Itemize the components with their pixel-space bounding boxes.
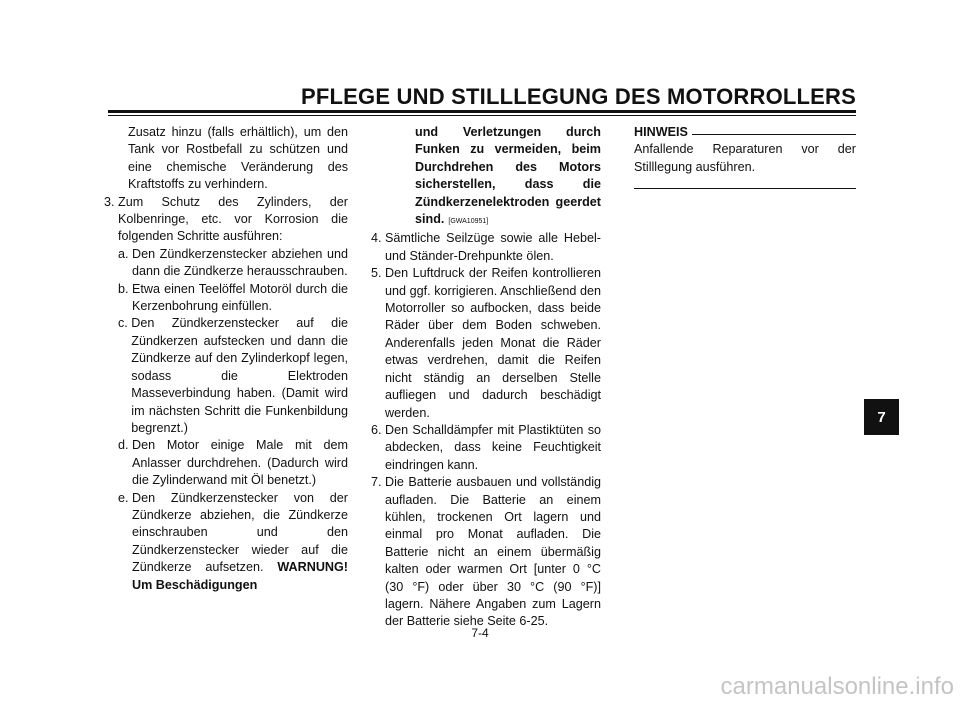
substep-letter: e. bbox=[118, 490, 133, 505]
substep-text: Den Zündkerzenstecker abziehen und dann die Zündkerze herausschrauben. bbox=[132, 246, 348, 279]
note-rule bbox=[692, 134, 856, 135]
warning-code: [GWA10951] bbox=[448, 218, 489, 226]
warning-text: und Verletzungen durch Funken zu vermeiden, beim Durchdrehen des Motors sicherstellen, dass die Zündkerzenelektroden geerdet sind. bbox=[415, 125, 601, 227]
page-number: 7-4 bbox=[471, 626, 489, 640]
header-rule bbox=[108, 110, 856, 113]
column-right bbox=[634, 124, 856, 189]
step-text: Zum Schutz des Zylinders, der Kolbenringe, etc. vor Korrosion die folgenden Schritte ausführen: bbox=[118, 194, 348, 244]
substep-e bbox=[118, 490, 348, 594]
page-title: PFLEGE UND STILLLEGUNG DES MOTORROLLERS bbox=[301, 84, 856, 109]
step-number: 7. bbox=[371, 475, 386, 490]
substep-b bbox=[118, 281, 348, 316]
chapter-tab: 7 bbox=[864, 399, 899, 435]
step-number: 4. bbox=[371, 231, 386, 246]
substep-c bbox=[118, 315, 348, 437]
column-left bbox=[104, 124, 348, 594]
step-3 bbox=[104, 194, 348, 246]
substep-text: Etwa einen Teelöffel Motoröl durch die Kerzenbohrung einfüllen. bbox=[132, 281, 348, 314]
step-number: 6. bbox=[371, 422, 386, 437]
substep-a bbox=[118, 246, 348, 281]
step-number: 5. bbox=[371, 266, 386, 281]
substeps bbox=[104, 246, 348, 594]
note-header bbox=[634, 124, 856, 141]
substep-e-text: Den Zündkerzenstecker von der Zündkerze abziehen, die Zündkerze einschrauben und den Zündkerzenstecker wieder auf die Zündkerze aufsetzen. bbox=[132, 490, 348, 575]
note-end-rule bbox=[634, 188, 856, 189]
step-4 bbox=[371, 230, 601, 265]
substep-letter: d. bbox=[118, 438, 133, 453]
column-middle bbox=[371, 124, 601, 631]
header-rule-thin bbox=[108, 115, 856, 116]
substep-text: Den Zündkerzenstecker auf die Zündkerzen aufstecken und dann die Zündkerze auf den Zylinderkopf legen, sodass die Elektroden Masseverbindung haben. (Damit wird im nächsten Schritt die Funkenbildung begrenzt.) bbox=[131, 316, 348, 435]
step-7 bbox=[371, 474, 601, 631]
step-6 bbox=[371, 422, 601, 474]
note-text: Anfallende Reparaturen vor der Stilllegung ausführen. bbox=[634, 142, 856, 174]
warning-continued bbox=[371, 124, 601, 230]
substep-letter: c. bbox=[118, 316, 132, 331]
warning-start: WARNUNG! Um Beschädigungen bbox=[132, 560, 348, 592]
substep-letter: a. bbox=[118, 246, 133, 261]
step-text: Den Luftdruck der Reifen kontrollieren und ggf. korrigieren. Anschließend den Motorroller so aufbocken, dass beide Räder über dem Boden schweben. Anderenfalls jeden Monat die Räder etwas verdrehen, damit die Reifen nicht ständig an derselben Stelle aufliegen und dadurch beschädigt werden. bbox=[385, 266, 601, 420]
step-5 bbox=[371, 265, 601, 422]
substep-letter: b. bbox=[118, 281, 133, 296]
substep-text: Den Motor einige Male mit dem Anlasser durchdrehen. (Dadurch wird die Zylinderwand mit Öl benetzt.) bbox=[132, 438, 348, 488]
continued-paragraph: Zusatz hinzu (falls erhältlich), um den Tank vor Rostbefall zu schützen und eine chemische Veränderung des Kraftstoffs zu verhindern. bbox=[128, 125, 348, 192]
step-text: Die Batterie ausbauen und vollständig aufladen. Die Batterie an einem kühlen, trockenen Ort lagern und einmal pro Monat aufladen. Die Batterie nicht an einem übermäßig kalten oder warmen Ort [unter 0 °C (30 °F) oder über 30 °C (90 °F)] lagern. Nähere Angaben zum Lagern der Batterie siehe Seite 6-25. bbox=[385, 475, 601, 629]
note-title: HINWEIS bbox=[634, 125, 688, 139]
substep-text bbox=[132, 490, 348, 594]
step-text: Sämtliche Seilzüge sowie alle Hebel- und Ständer-Drehpunkte ölen. bbox=[385, 231, 601, 263]
substep-d bbox=[118, 437, 348, 489]
step-number: 3. bbox=[104, 194, 119, 209]
watermark: carmanualsonline.info bbox=[720, 673, 954, 700]
step-text: Den Schalldämpfer mit Plastiktüten so abdecken, dass keine Feuchtigkeit eindringen kann. bbox=[385, 422, 601, 472]
